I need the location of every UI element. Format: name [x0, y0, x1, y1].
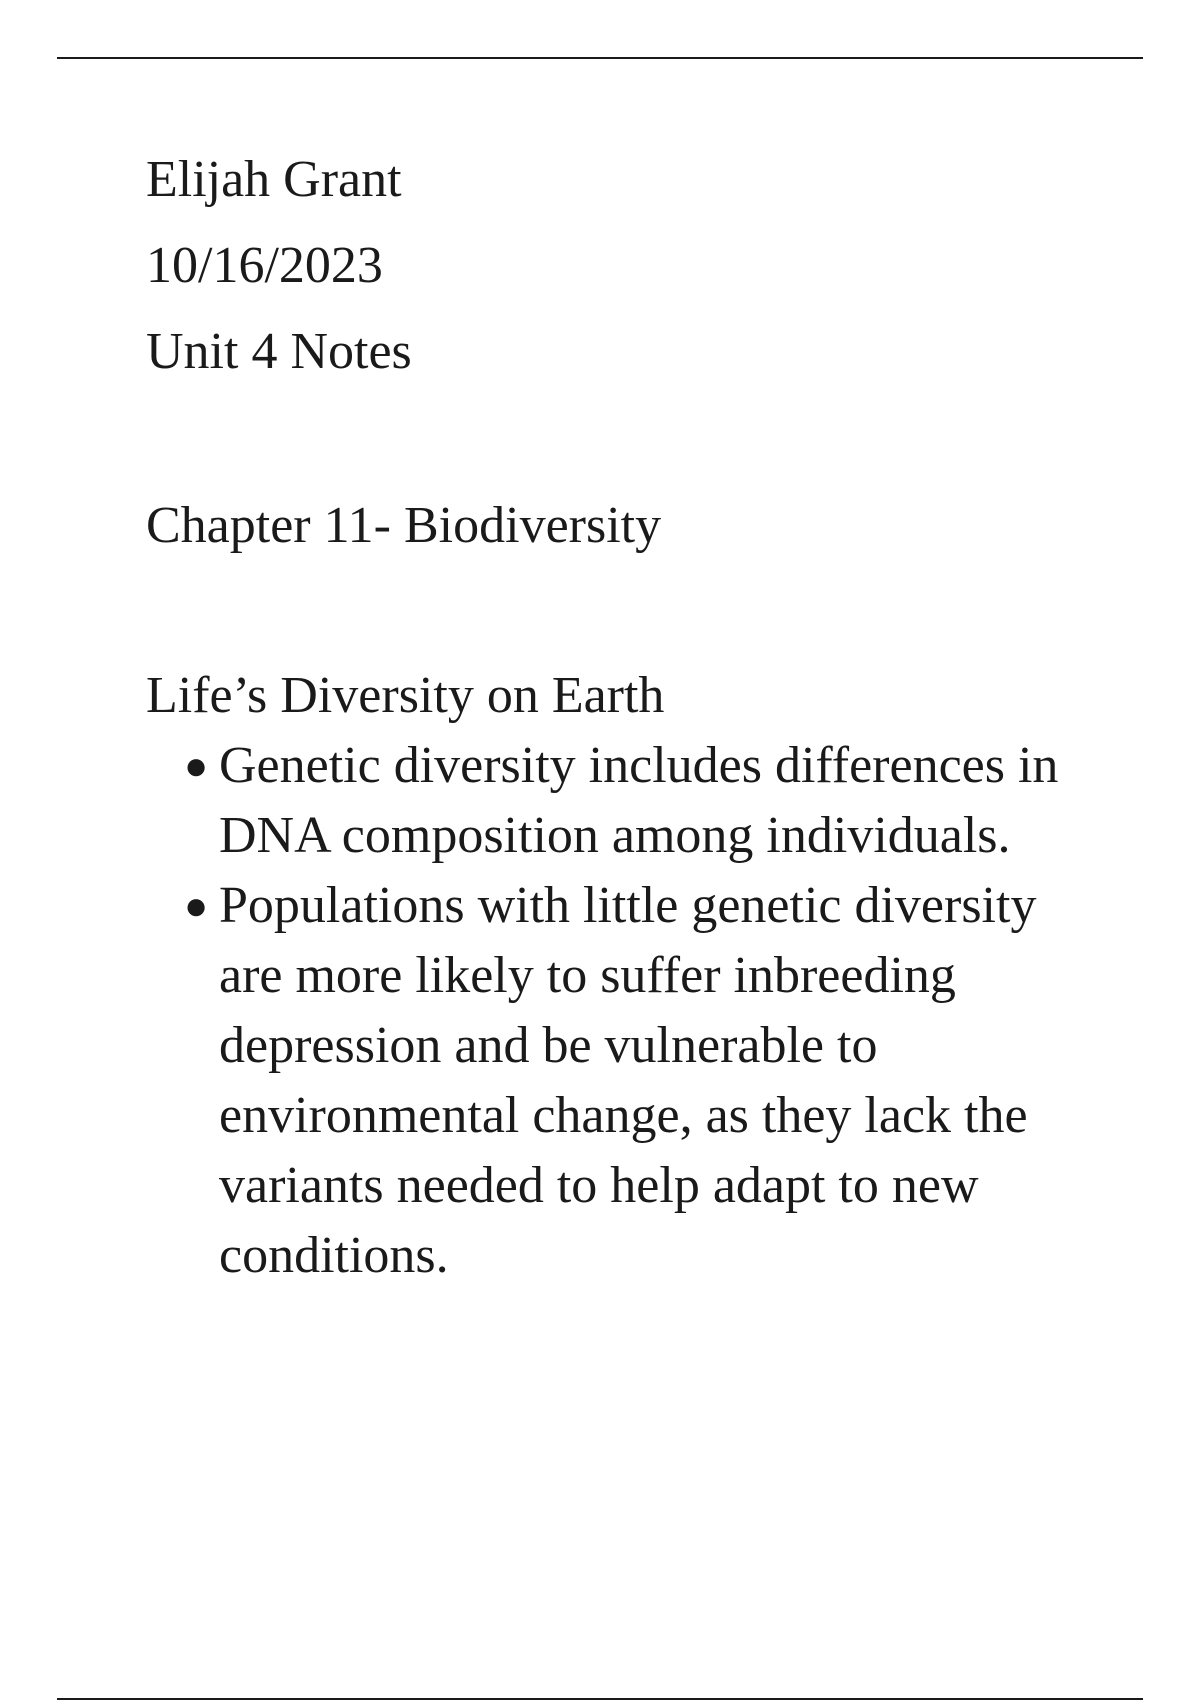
- bullet-item: [146, 731, 1086, 871]
- bullet-text: Populations with little genetic diversity are more likely to suffer inbreeding depression and be vulnerable to environmental change, as they lack the variants needed to help adapt to new conditions.: [219, 877, 1037, 1284]
- section-heading: Life’s Diversity on Earth: [146, 667, 665, 724]
- bullet-icon: ●: [184, 883, 209, 928]
- document-body: [146, 145, 1086, 1291]
- note-date: 10/16/2023: [146, 237, 383, 294]
- bullet-icon: ●: [184, 743, 209, 788]
- author-name: Elijah Grant: [146, 151, 402, 208]
- bullet-item: [146, 871, 1086, 1291]
- chapter-heading: Chapter 11- Biodiversity: [146, 497, 662, 554]
- bullet-list: [146, 731, 1086, 1291]
- bullet-text: Genetic diversity includes differences in DNA composition among individuals.: [219, 737, 1059, 864]
- document-title: Unit 4 Notes: [146, 323, 412, 380]
- top-rule: [57, 57, 1143, 59]
